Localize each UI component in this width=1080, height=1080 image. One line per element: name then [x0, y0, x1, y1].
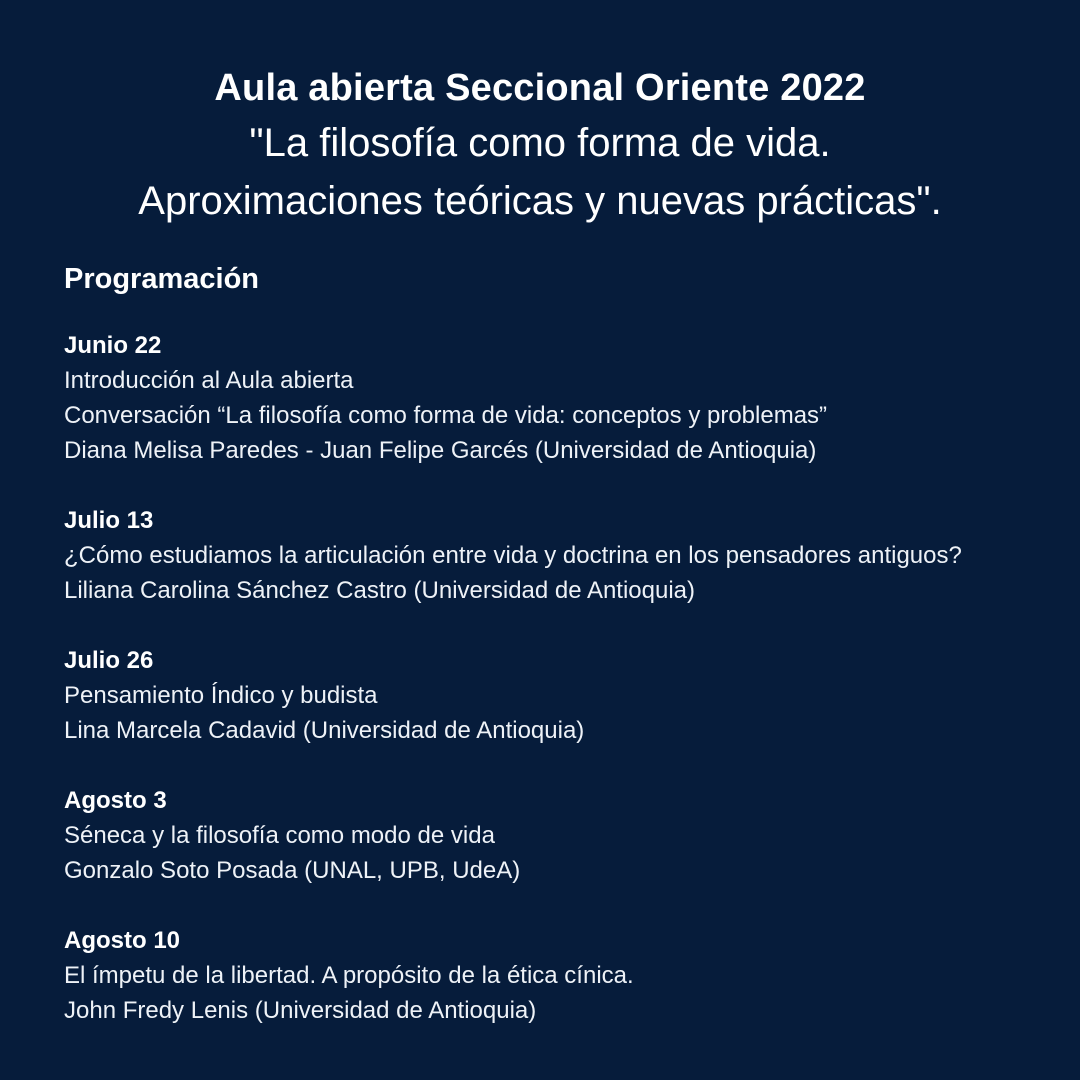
- event-description: El ímpetu de la libertad. A propósito de la ética cínica.: [64, 962, 634, 989]
- event-description: Séneca y la filosofía como modo de vida: [64, 822, 495, 849]
- event-item: [64, 923, 1054, 1028]
- event-date: Julio 26: [64, 647, 154, 674]
- subtitle-line-2: Aproximaciones teóricas y nuevas prácticas".: [138, 179, 942, 223]
- program-section: [64, 260, 1054, 1063]
- event-description: Introducción al Aula abierta: [64, 367, 354, 394]
- event-date: Agosto 3: [64, 787, 167, 814]
- event-description: ¿Cómo estudiamos la articulación entre vida y doctrina en los pensadores antiguos?: [64, 542, 962, 569]
- poster-title: Aula abierta Seccional Oriente 2022: [214, 67, 866, 109]
- subtitle-line-1: "La filosofía como forma de vida.: [249, 121, 831, 165]
- event-item: [64, 503, 1054, 608]
- event-speakers: Liliana Carolina Sánchez Castro (Universidad de Antioquia): [64, 577, 696, 604]
- event-speakers: John Fredy Lenis (Universidad de Antioquia): [64, 997, 537, 1024]
- event-speakers: Diana Melisa Paredes - Juan Felipe Garcés (Universidad de Antioquia): [64, 437, 817, 464]
- event-speakers: Gonzalo Soto Posada (UNAL, UPB, UdeA): [64, 857, 521, 884]
- event-speakers: Lina Marcela Cadavid (Universidad de Antioquia): [64, 717, 585, 744]
- event-date: Julio 13: [64, 507, 154, 534]
- event-date: Junio 22: [64, 332, 162, 359]
- poster-header: [0, 64, 1080, 230]
- event-item: [64, 643, 1054, 748]
- event-date: Agosto 10: [64, 927, 181, 954]
- event-description: Conversación “La filosofía como forma de vida: conceptos y problemas”: [64, 402, 828, 429]
- event-description: Pensamiento Índico y budista: [64, 682, 378, 709]
- poster-subtitle: [0, 114, 1080, 230]
- event-item: [64, 328, 1054, 468]
- program-heading: Programación: [64, 263, 259, 295]
- event-item: [64, 783, 1054, 888]
